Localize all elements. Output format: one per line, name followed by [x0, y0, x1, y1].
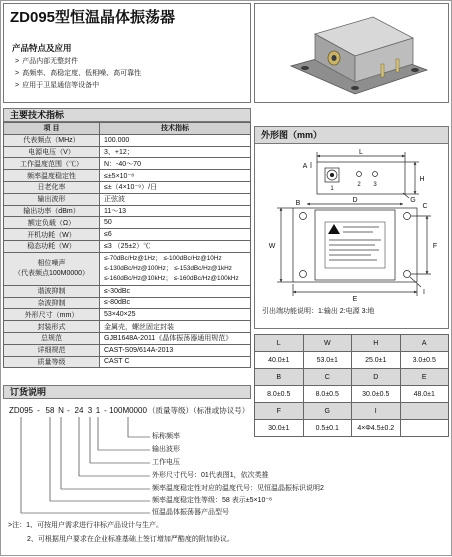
- feature-item: [15, 69, 141, 79]
- spec-label: 质量等级: [4, 357, 100, 368]
- dimension-value: 8.0±0.5: [304, 386, 353, 403]
- column-header-item: 项 目: [4, 123, 100, 134]
- code-size: 24: [74, 406, 84, 415]
- spec-value: 100.000: [104, 136, 130, 144]
- dimension-value: 48.0±1: [401, 386, 450, 403]
- spec-label: 输出波形: [4, 194, 100, 205]
- phase-noise-line: ≤-130dBc/Hz@100Hz； ≤-153dBc/Hz@1kHz: [104, 264, 232, 272]
- dimension-value: 30.0±0.5: [352, 386, 401, 403]
- pin-label-2: 2: [357, 182, 361, 188]
- table-row: [4, 357, 250, 369]
- spec-label: [4, 253, 100, 285]
- spec-value: ≤6: [104, 231, 112, 239]
- feature-text: 产品内部无整封件: [22, 58, 79, 65]
- label-g: G: [410, 197, 416, 204]
- spec-value: CAST C: [104, 358, 130, 366]
- spec-value: CAST-S09/614A-2013: [104, 346, 174, 354]
- table-row: [4, 182, 250, 194]
- annotation-model: 恒温晶体振荡器产品型号: [152, 509, 229, 516]
- table-row: [4, 321, 250, 333]
- table-row: [4, 206, 250, 218]
- spec-label: 电源电压（V）: [4, 147, 100, 158]
- dimension-value: 0.5±0.1: [304, 420, 353, 437]
- code-frequency: 100M0000: [109, 406, 147, 415]
- table-row-phase-noise: [4, 253, 250, 286]
- dimension-key: W: [304, 335, 353, 352]
- dimension-header-row: [255, 369, 449, 386]
- spec-label: 详细规范: [4, 345, 100, 356]
- title-features-panel: [3, 3, 251, 103]
- spec-value: ≤±5×10⁻⁸: [104, 172, 135, 180]
- spec-label: 输出功率（dBm）: [4, 206, 100, 217]
- bullet-marker: >: [15, 82, 20, 89]
- dimension-key: C: [304, 369, 353, 386]
- table-row: [4, 241, 250, 253]
- spec-label: 代表频点（MHz）: [4, 135, 100, 146]
- code-stability: 58: [45, 406, 55, 415]
- outline-heading: 外形图（mm）: [254, 126, 449, 144]
- code-model: ZD095: [8, 406, 33, 415]
- pin-label-1: 1: [330, 186, 334, 192]
- dimension-header-row: [255, 403, 449, 420]
- spec-label: 外形尺寸（mm）: [4, 309, 100, 320]
- dimension-value: 30.0±1: [255, 420, 304, 437]
- specs-table: [3, 122, 251, 368]
- spec-value: 正弦波: [104, 196, 125, 204]
- spec-label: 总规范: [4, 333, 100, 344]
- spec-label-main: 相位噪声: [37, 259, 66, 267]
- table-row: [4, 345, 250, 357]
- label-d: D: [352, 197, 358, 204]
- dimension-key: E: [401, 369, 450, 386]
- dimension-key: G: [304, 403, 353, 420]
- table-row: [4, 298, 250, 310]
- ordering-heading: 订货说明: [3, 385, 251, 399]
- dimension-value: 3.0±0.5: [401, 352, 450, 369]
- screw-hole: [301, 66, 309, 70]
- bullet-marker: >: [15, 58, 20, 65]
- spec-value: ≤3 （25±2）℃: [104, 243, 151, 251]
- pin: [396, 59, 399, 72]
- spec-label: 频率温度稳定性: [4, 170, 100, 181]
- spec-value: ≤±（4×10⁻⁹）/日: [104, 184, 158, 192]
- code-voltage: 3: [87, 406, 93, 415]
- pin: [381, 64, 384, 77]
- spec-value: 3、+12；: [104, 148, 134, 156]
- feature-text: 应用于卫星通信等设备中: [22, 82, 100, 89]
- dimension-key: L: [255, 335, 304, 352]
- note-line: >注：1、可按用户需求进行非标产品设计与生产。: [8, 522, 163, 529]
- code-separator: -: [37, 406, 40, 415]
- spec-label: 封装形式: [4, 321, 100, 332]
- label-e: E: [352, 296, 358, 303]
- spec-label-sub: （代表频点100M0000）: [13, 269, 90, 277]
- dimension-value-row: [255, 386, 449, 403]
- code-temperature: N: [58, 406, 64, 415]
- dimension-value: [401, 420, 450, 437]
- spec-value: 53×40×25: [104, 311, 136, 319]
- column-header-value: 技术指标: [100, 123, 250, 134]
- oscillator-photo-illustration: [255, 4, 448, 102]
- spec-value: 金属壳，螺丝固定封装: [104, 323, 174, 331]
- dimension-key: B: [255, 369, 304, 386]
- outline-drawing: [254, 143, 449, 329]
- dimension-value: 8.0±0.5: [255, 386, 304, 403]
- spec-label: 谐波抑制: [4, 286, 100, 297]
- spec-value: [100, 253, 250, 285]
- spec-value: GJB1648A-2011《晶体振荡器通用规范》: [104, 335, 233, 343]
- spec-value: 11～13: [104, 207, 127, 215]
- product-title: ZD095型恒温晶体振荡器: [10, 9, 176, 26]
- dimension-value: 40.0±1: [255, 352, 304, 369]
- dimension-key: D: [352, 369, 401, 386]
- dimension-table: [254, 334, 449, 437]
- table-header-row: [4, 123, 250, 135]
- pin-function-note: 引出端功能说明：1:输出 2:电源 3:地: [262, 308, 375, 315]
- feature-item: [15, 81, 99, 91]
- pin-label-3: 3: [373, 182, 377, 188]
- dimension-value-row: [255, 420, 449, 437]
- dimension-header-row: [255, 335, 449, 352]
- feature-text: 高频率、高稳定度、低相噪、高可靠性: [22, 70, 142, 77]
- annotation-voltage: 工作电压: [152, 459, 180, 466]
- dimension-value-row: [255, 352, 449, 369]
- annotation-stability: 频率温度稳定性等级：58 表示±5×10⁻⁸: [152, 497, 272, 504]
- dimension-key: I: [352, 403, 401, 420]
- product-photo: [254, 3, 449, 103]
- dimension-key: H: [352, 335, 401, 352]
- dimension-value: 53.0±1: [304, 352, 353, 369]
- screw-hole: [351, 86, 359, 90]
- spec-label: 额定负载（Ω）: [4, 217, 100, 228]
- table-row: [4, 147, 250, 159]
- features-heading: 产品特点及应用: [12, 43, 72, 53]
- table-row: [4, 309, 250, 321]
- code-separator: -: [67, 406, 70, 415]
- spec-label: 杂波抑制: [4, 298, 100, 309]
- label-a: A: [302, 163, 308, 170]
- specs-heading: 主要技术指标: [3, 108, 251, 122]
- annotation-size: 外形尺寸代号：01代表图1，依次类推: [152, 472, 269, 479]
- spec-label: 开机功耗（W）: [4, 229, 100, 240]
- bullet-marker: >: [15, 70, 20, 77]
- table-row: [4, 170, 250, 182]
- feature-item: [15, 57, 78, 67]
- phase-noise-line: ≤-70dBc/Hz@1Hz； ≤-100dBc/Hz@10Hz: [104, 254, 222, 262]
- table-row: [4, 217, 250, 229]
- spec-value: 50: [104, 219, 112, 227]
- table-row: [4, 286, 250, 298]
- table-row: [4, 158, 250, 170]
- spec-value: ≤-30dBc: [104, 287, 131, 295]
- label-w: W: [268, 243, 276, 250]
- table-row: [4, 135, 250, 147]
- code-tail: （质量等级）（标准或协议号）: [148, 406, 250, 415]
- code-waveform: 1: [95, 406, 101, 415]
- annotation-temperature: 频率温度稳定性对应的温度代号：见恒温晶振标识说明2: [152, 485, 324, 492]
- spec-label: 稳态功耗（W）: [4, 241, 100, 252]
- dimension-drawing: [255, 144, 448, 304]
- annotation-frequency: 标称频率: [152, 433, 180, 440]
- label-h: H: [419, 176, 425, 183]
- label-c: C: [422, 203, 428, 210]
- dimension-key: [401, 403, 450, 420]
- dimension-key: A: [401, 335, 450, 352]
- annotation-waveform: 输出波形: [152, 446, 180, 453]
- table-row: [4, 229, 250, 241]
- spec-label: 日老化率: [4, 182, 100, 193]
- label-f: F: [432, 243, 438, 250]
- spec-value: ≤-80dBc: [104, 299, 131, 307]
- table-row: [4, 194, 250, 206]
- spec-value: N：-40～70: [104, 160, 141, 168]
- code-separator: -: [104, 406, 107, 415]
- sma-connector-core: [332, 55, 337, 61]
- label-l: L: [359, 149, 363, 156]
- dimension-value: 4×Φ4.5±0.2: [352, 420, 401, 437]
- dimension-value: 25.0±1: [352, 352, 401, 369]
- spec-label: 工作温度范围（℃）: [4, 158, 100, 169]
- note-line: 2、可根据用户要求在企业标准基础上签订增加严酷度的附加协议。: [27, 536, 234, 543]
- label-i: I: [423, 289, 425, 296]
- dimension-key: F: [255, 403, 304, 420]
- label-b: B: [295, 200, 301, 207]
- table-row: [4, 333, 250, 345]
- screw-hole: [411, 68, 419, 72]
- phase-noise-line: ≤-160dBc/Hz@10kHz； ≤-160dBc/Hz@100kHz: [104, 274, 239, 282]
